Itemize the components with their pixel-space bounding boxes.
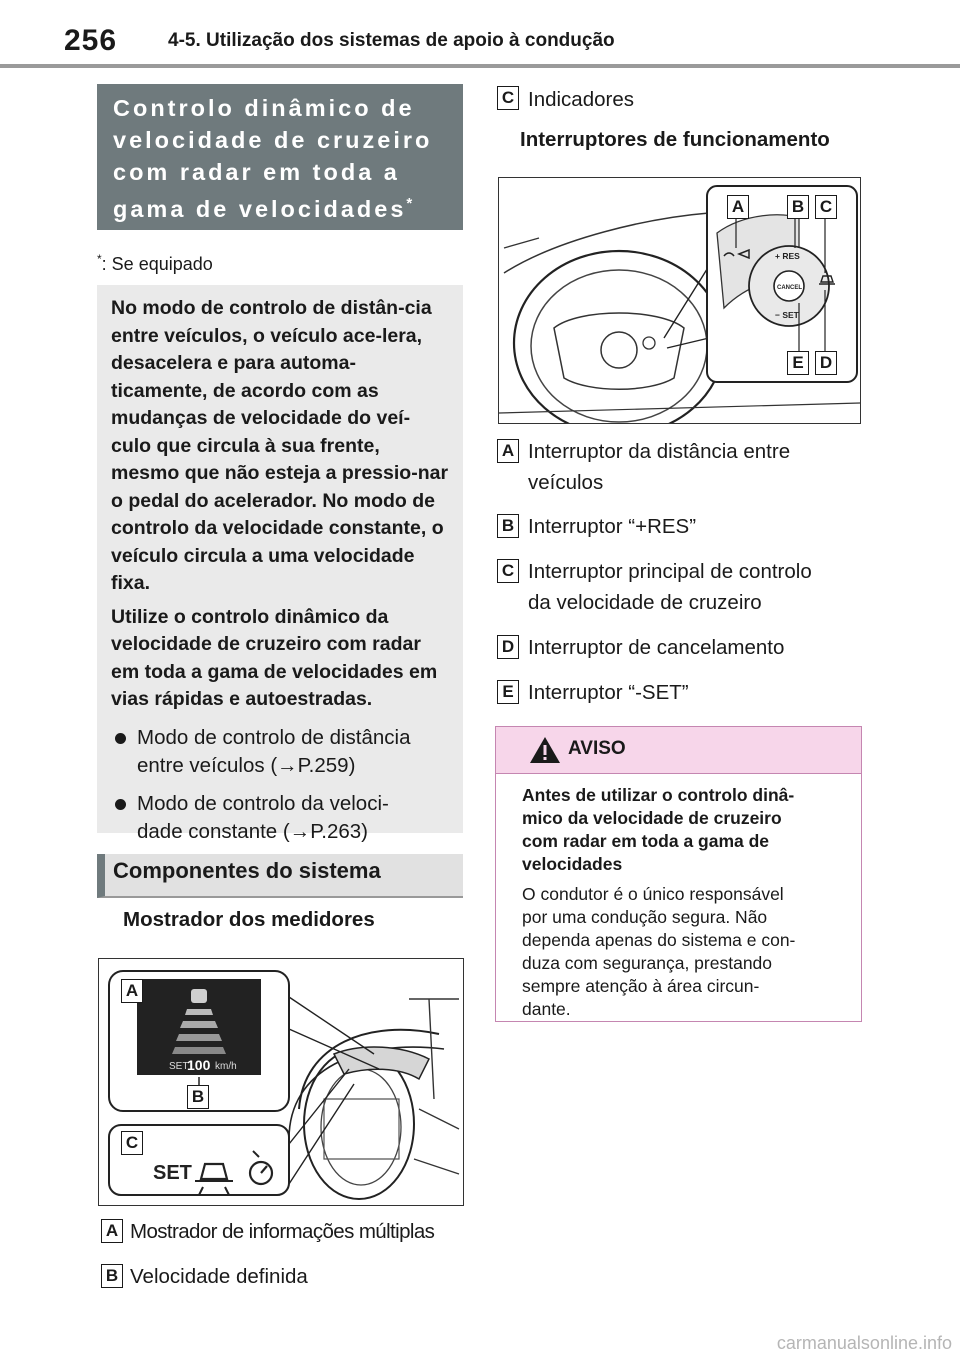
switch-callout-a: A — [727, 195, 749, 219]
footnote — [97, 252, 213, 275]
warning-body — [496, 774, 861, 1021]
bullet-1-line-2[interactable]: entre veículos (→P.259) — [137, 753, 356, 777]
legend-letter-b: B — [101, 1264, 123, 1288]
warning-bold-line-4: velocidades — [522, 854, 623, 874]
switch-callout-c: C — [815, 195, 837, 219]
switch-callout-b: B — [787, 195, 809, 219]
switches-heading: Interruptores de funcionamento — [520, 128, 830, 151]
title-line-3: com radar em toda a — [113, 159, 400, 185]
intro-paragraph-2: Utilize o controlo dinâmico da velocidade de cruzeiro com radar em toda a gama de velocidades em vias rápidas e autoestradas. — [111, 605, 438, 710]
res-switch-text: + RES — [775, 251, 800, 261]
switch-legend-text-a-2: veículos — [528, 471, 604, 494]
intro-bullet-1 — [113, 724, 449, 780]
warning-text-line-6: dante. — [522, 999, 571, 1019]
header-rule — [0, 64, 960, 68]
switch-legend-text-b: Interruptor “+RES” — [528, 515, 697, 538]
bullet-2-line-2[interactable]: dade constante (→P.263) — [137, 819, 368, 843]
switch-callout-e: E — [787, 351, 809, 375]
switch-legend-letter-a: A — [497, 439, 519, 463]
warning-bold-line-1: Antes de utilizar o controlo dinâ- — [522, 785, 795, 805]
title-line-4: gama de velocidades — [113, 195, 407, 222]
switch-legend-text-c-1: Interruptor principal de controlo — [528, 560, 812, 583]
watermark: carmanualsonline.info — [776, 1333, 952, 1353]
warning-header — [496, 727, 861, 774]
warning-text-line-3: dependa apenas do sistema e con- — [522, 930, 796, 950]
intro-box — [97, 285, 463, 843]
title-line-1: Controlo dinâmico de — [113, 95, 415, 121]
display-set-text: SET — [169, 1061, 189, 1072]
switch-legend-letter-b: B — [497, 514, 519, 538]
switch-legend-text-d: Interruptor de cancelamento — [528, 636, 785, 659]
meter-heading: Mostrador dos medidores — [123, 908, 375, 931]
meter-callout-b: B — [187, 1085, 209, 1109]
indicators-label: Indicadores — [528, 88, 634, 111]
footnote-text: : Se equipado — [101, 254, 213, 274]
display-unit-text: km/h — [215, 1061, 237, 1072]
footnote-mark: * — [97, 252, 102, 266]
bullet-dot-icon — [115, 733, 126, 744]
intro-bullet-2 — [113, 790, 449, 846]
legend-text-a: Mostrador de informações múltiplas — [130, 1220, 435, 1243]
warning-triangle-icon — [528, 735, 562, 765]
indicator-set-icon: SET — [153, 1162, 192, 1184]
warning-text-line-5: sempre atenção à área circun- — [522, 976, 760, 996]
switches-figure — [498, 177, 861, 424]
switch-legend-text-c-2: da velocidade de cruzeiro — [528, 591, 762, 614]
section-title-box — [97, 84, 463, 230]
set-switch-text: − SET — [775, 310, 799, 320]
legend-letter-c-indicators: C — [497, 86, 519, 110]
legend-letter-a: A — [101, 1219, 123, 1243]
bullet-1-line-1: Modo de controlo de distância — [137, 725, 411, 749]
bullet-dot-icon — [115, 799, 126, 810]
warning-bold-line-3: com radar em toda a gama de — [522, 831, 770, 851]
switch-legend-letter-e: E — [497, 680, 519, 704]
intro-paragraph-1: No modo de controlo de distân-cia entre veículos, o veículo ace-lera, desacelera e para automa-ticamente, de acordo com as mudanças de velocidade do veí-culo que circula à sua frente, mesmo que não esteja a pressio-nar o pedal do acelerador. No modo de controlo da velocidade constante, o veículo circula a uma velocidade fixa. — [111, 297, 449, 594]
switch-legend-text-a-1: Interruptor da distância entre — [528, 440, 791, 463]
title-asterisk: * — [406, 195, 413, 212]
legend-text-b: Velocidade definida — [130, 1265, 308, 1288]
meter-callout-c: C — [121, 1131, 143, 1155]
switch-callout-d: D — [815, 351, 837, 375]
section-heading-components: Componentes do sistema — [97, 854, 463, 898]
display-speed-text: 100 — [187, 1057, 211, 1073]
cancel-switch-text: CANCEL — [777, 285, 802, 291]
meter-callout-a: A — [121, 979, 143, 1003]
switch-legend-letter-d: D — [497, 635, 519, 659]
warning-text-line-2: por uma condução segura. Não — [522, 907, 768, 927]
warning-box — [495, 726, 862, 1022]
title-line-2: velocidade de cruzeiro — [113, 127, 433, 153]
switch-legend-letter-c: C — [497, 559, 519, 583]
warning-title: AVISO — [568, 738, 626, 759]
switch-legend-text-e: Interruptor “-SET” — [528, 681, 689, 704]
bullet-2-line-1: Modo de controlo da veloci- — [137, 791, 389, 815]
meter-illustration — [99, 959, 463, 1205]
warning-bold-line-2: mico da velocidade de cruzeiro — [522, 808, 782, 828]
meter-figure — [98, 958, 464, 1206]
page-number: 256 — [64, 24, 118, 57]
chapter-title: 4-5. Utilização dos sistemas de apoio à condução — [168, 30, 615, 51]
warning-text-line-1: O condutor é o único responsável — [522, 884, 784, 904]
warning-text-line-4: duza com segurança, prestando — [522, 953, 773, 973]
